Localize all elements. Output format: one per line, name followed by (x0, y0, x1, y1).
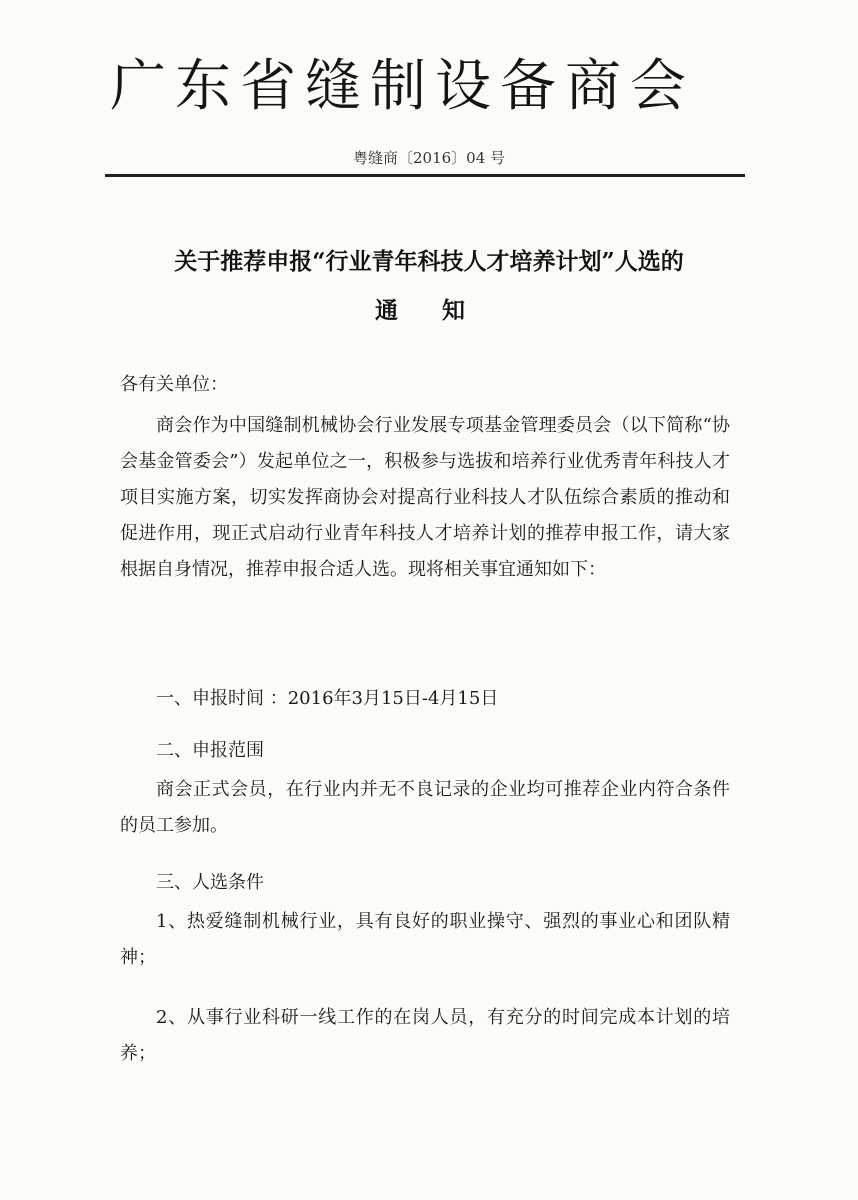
section-scope-heading: 二、申报范围 (156, 740, 264, 761)
section-criteria-heading: 三、人选条件 (156, 872, 264, 893)
header-divider (105, 174, 745, 177)
section-scope-text: 商会正式会员，在行业内并无不良记录的企业均可推荐企业内符合条件的员工参加。 (120, 779, 730, 836)
notice-title: 关于推荐申报“行业青年科技人才培养计划”人选的 (174, 248, 684, 275)
intro-paragraph: 商会作为中国缝制机械协会行业发展专项基金管理委员会（以下简称“协会基金管委会”）发起单位之一，积极参与选拔和培养行业优秀青年科技人才项目实施方案，切实发挥商协会对提高行业科技人才队伍综合素质的推动和促进作用，现正式启动行业青年科技人才培养计划的推荐申报工作，请大家根据自身情况，推荐申报合适人选。现将相关事宜通知如下： (120, 415, 730, 580)
document-number: 粤缝商〔2016〕04 号 (352, 149, 506, 167)
notice-title-suffix: 通 知 (374, 297, 483, 324)
criteria-item-1: 1、热爱缝制机械行业，具有良好的职业操守、强烈的事业心和团队精神； (120, 911, 730, 968)
section-application-period: 一、申报时间 ：2016年3月15日-4月15日 (156, 688, 499, 709)
salutation: 各有关单位： (120, 374, 228, 395)
organization-name: 广东省缝制设备商会 (110, 54, 695, 119)
criteria-item-2: 2、从事行业科研一线工作的在岗人员，有充分的时间完成本计划的培养； (120, 1007, 730, 1064)
